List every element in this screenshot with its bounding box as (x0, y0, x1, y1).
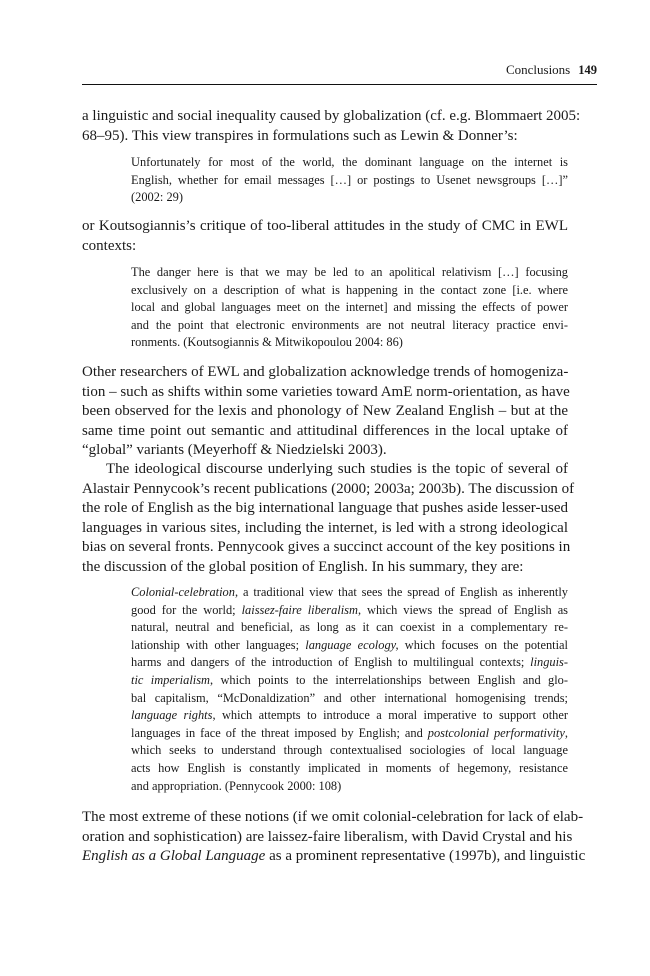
header-rule (82, 84, 597, 85)
text-line (131, 602, 568, 620)
text-line (131, 637, 568, 655)
term-language-rights: language rights (131, 708, 213, 723)
text-run: which seeks to understand through contextualised sociologies of local language (131, 743, 568, 758)
text-run: , which views the spread of English as (357, 602, 569, 617)
text-run: harms and dangers of the introduction of English to multilingual contexts; (131, 655, 531, 670)
text-run: languages in face of the threat imposed by English; and (131, 725, 428, 740)
text-line: The most extreme of these notions (if we omit colonial-celebration for lack of elab- (82, 809, 584, 825)
text-line: tion – such as shifts within some varieties toward AmE norm-orientation, as have (82, 383, 570, 400)
text-line: local and global languages meet on the internet] and missing the effects of power (131, 300, 568, 315)
term-language-ecology: language ecology, (305, 637, 399, 652)
text-line: (2002: 29) (131, 190, 183, 205)
text-run: , which points to the interrelationships between English and glo- (209, 672, 568, 687)
text-line: contexts: (82, 237, 137, 254)
text-line: The ideological discourse underlying such studies is the topic of several of (106, 461, 568, 477)
text-line (82, 847, 586, 867)
text-line (131, 654, 568, 672)
book-title: English as a Global Language (82, 848, 266, 864)
text-run: as a prominent representative (1997b), and linguistic (265, 848, 586, 864)
section-title: Conclusions (505, 62, 571, 77)
text-run: good for the world; (131, 602, 242, 617)
text-line: Alastair Pennycook’s recent publications (2000; 2003a; 2003b). The discussion of (82, 480, 575, 497)
text-line: English, whether for email messages […] or postings to Usenet newsgroups […]” (131, 172, 568, 187)
paragraph-2 (82, 217, 568, 256)
term-colonial-celebration: Colonial-celebration (131, 585, 235, 599)
text-run: which focuses on the potential (398, 637, 568, 652)
text-line: the role of English as the big international language that pushes aside lesser-used (82, 500, 568, 516)
text-line: languages in various sites, including the internet, is led with a strong ideological (82, 519, 568, 536)
term-linguistic-imperialism: tic imperialism (131, 672, 210, 687)
text-line: and the point that electronic environments are not neutral literacy practice envi- (131, 317, 568, 332)
paragraph-3 (82, 363, 568, 461)
text-run: , (564, 725, 568, 740)
paragraph-5 (82, 808, 586, 867)
text-run: , which attempts to introduce a moral imperative to support other (212, 708, 568, 723)
text-line (131, 778, 568, 796)
text-line: “global” variants (Meyerhoff & Niedzielski 2003). (82, 442, 387, 458)
text-line: 68–95). This view transpires in formulations such as Lewin & Donner’s: (82, 127, 518, 144)
term-postcolonial-performativity: postcolonial performativity (427, 725, 565, 740)
term-laissez-faire: laissez-faire liberalism (241, 602, 358, 617)
text-line: The danger here is that we may be led to an apolitical relativism […] focusing (131, 265, 568, 279)
text-line: same time point out semantic and attitudinal differences in the local uptake of (82, 422, 568, 439)
text-line (131, 742, 568, 760)
running-header (82, 62, 597, 82)
text-line: a linguistic and social inequality caused by globalization (cf. e.g. Blommaert 2005: (82, 108, 581, 124)
text-line: the discussion of the global position of English. In his summary, they are: (82, 558, 524, 575)
block-quote-pennycook (131, 584, 568, 795)
text-line (131, 619, 568, 637)
text-line: been observed for the lexis and phonology of New Zealand English – but at the (82, 403, 568, 419)
paragraph-1 (82, 107, 581, 146)
text-line (131, 760, 568, 778)
text-line (131, 584, 568, 602)
text-line: ronments. (Koutsogiannis & Mitwikopoulou 2004: 86) (131, 335, 403, 350)
block-quote-koutsogiannis (131, 264, 568, 352)
text-run: acts how English is constantly implicated in moments of hegemony, resistance (131, 760, 568, 775)
text-line: Unfortunately for most of the world, the dominant language on the internet is (131, 155, 568, 169)
term-linguistic-imperialism: linguis- (530, 655, 568, 670)
text-line (131, 672, 568, 690)
text-line: Other researchers of EWL and globalization acknowledge trends of homogeniza- (82, 364, 569, 380)
block-quote-lewin-donner (131, 154, 568, 207)
text-run: bal capitalism, “McDonaldization” and other international homogenising trends; (131, 690, 568, 705)
page-number: 149 (578, 63, 597, 77)
text-line (131, 690, 568, 708)
text-line (131, 725, 568, 743)
text-run: and appropriation. (Pennycook 2000: 108) (131, 778, 342, 793)
text-line: or Koutsogiannis’s critique of too-liberal attitudes in the study of CMC in EWL (82, 218, 568, 234)
text-run: natural, neutral and beneficial, as long as it can coexist in a complementary re- (131, 620, 568, 635)
text-line (131, 707, 568, 725)
paragraph-4 (82, 460, 575, 577)
text-line: oration and sophistication) are laissez-faire liberalism, with David Crystal and his (82, 828, 573, 845)
text-line: bias on several fronts. Pennycook gives a succinct account of the key positions in (82, 539, 571, 555)
text-run: , a traditional view that sees the spread of English as inherently (234, 585, 568, 599)
text-run: lationship with other languages; (131, 637, 306, 652)
text-line: exclusively on a description of what is happening in the contact zone [i.e. where (131, 282, 568, 297)
